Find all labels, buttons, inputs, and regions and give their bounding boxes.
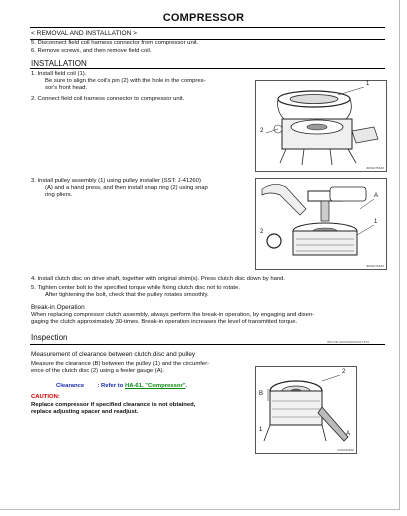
fig1-id: JMIIA0753ZZ: [365, 166, 384, 170]
clearance-text-2: ence of the clutch disc (2) using a feeler gauge (A).: [31, 368, 165, 374]
fig2-id: JMIIA0754ZZ: [365, 264, 384, 268]
install-step-2: 2. Connect field coil harness connector to compressor unit.: [31, 96, 185, 102]
fig3-callout-1: 1: [259, 427, 263, 433]
page-title: COMPRESSOR: [162, 12, 245, 24]
clearance-text-1: Measure the clearance (B) between the pulley (1) and the circumfer-: [31, 361, 210, 367]
clearance-refer: : Refer to: [97, 383, 124, 389]
clearance-subheading: Measurement of clearance between clutch disc and pulley: [31, 351, 196, 358]
fig2-callout-A: A: [374, 193, 379, 199]
fig1-callout-2: 2: [260, 128, 264, 134]
inspection-heading: Inspection: [31, 333, 68, 342]
figure-field-coil: [255, 80, 387, 172]
clearance-spec-link[interactable]: HA-61, "Compressor": [124, 383, 186, 389]
fig3-callout-A: A: [346, 431, 351, 437]
break-in-heading: Break-in Operation: [31, 304, 85, 311]
field-coil-illustration: [256, 81, 386, 171]
removal-step-6: 6. Remove screws, and then remove field coil.: [31, 48, 152, 54]
install-step-1-note-cont: sor's front head.: [45, 85, 88, 91]
figure-clearance-measure: [255, 366, 357, 454]
install-step-1-note: Be sure to align the coil's pin (2) with the hole in the compres-: [45, 78, 206, 84]
clearance-spec-line: Clearance : Refer to HA-61, "Compressor".: [56, 383, 188, 389]
fig2-callout-2: 2: [260, 229, 264, 235]
break-in-text-2: gaging the clutch approximately 30-times. Break-in operation increases the level of transmitted torque.: [31, 319, 298, 325]
inspection-rule: [30, 344, 385, 345]
fig3-callout-2: 2: [342, 369, 346, 375]
clearance-label: Clearance: [56, 383, 85, 389]
install-step-3: 3. Install pulley assembly (1) using pulley installer (SST: J-41260): [31, 178, 201, 184]
install-step-5-cont: After tightening the bolt, check that the pulley rotates smoothly.: [45, 292, 209, 298]
caution-text-1: Replace compressor if specified clearance is not obtained,: [31, 402, 196, 408]
caution-label: CAUTION:: [31, 394, 60, 400]
fig2-callout-1: 1: [374, 219, 378, 225]
pulley-illustration: [256, 179, 386, 269]
install-step-3-cont2: ring pliers.: [45, 192, 73, 198]
figure-pulley-install: [255, 178, 387, 270]
clearance-illustration: [256, 367, 356, 453]
caution-text-2: replace adjusting spacer and readjust.: [31, 409, 139, 415]
title-rule: [30, 27, 385, 28]
fig3-callout-B: B: [259, 391, 264, 397]
install-step-3-cont: (A) and a hand press, and then install snap ring (2) using snap: [45, 185, 208, 191]
installation-rule: [30, 68, 385, 69]
install-step-4: 4. Install clutch disc on drive shaft, together with original shim(s). Press clutch disc down by hand.: [31, 276, 286, 282]
inspection-info-id: INFOID:0000000005317570: [327, 340, 370, 344]
removal-step-5: 5. Disconnect field coil harness connector from compressor unit.: [31, 40, 199, 46]
break-in-text-1: When replacing compressor clutch assembly, always perform the break-in operation, by engaging and disen-: [31, 312, 315, 318]
install-step-5: 5. Tighten center bolt to the specified torque while fixing clutch disc not to rotate.: [31, 285, 240, 291]
fig1-callout-1: 1: [366, 81, 370, 87]
installation-heading: INSTALLATION: [31, 59, 87, 68]
install-step-1: 1. Install field coil (1).: [31, 71, 87, 77]
fig3-id: SJIA0418ZZ: [337, 448, 354, 452]
section-header-link[interactable]: < REMOVAL AND INSTALLATION >: [31, 30, 138, 37]
